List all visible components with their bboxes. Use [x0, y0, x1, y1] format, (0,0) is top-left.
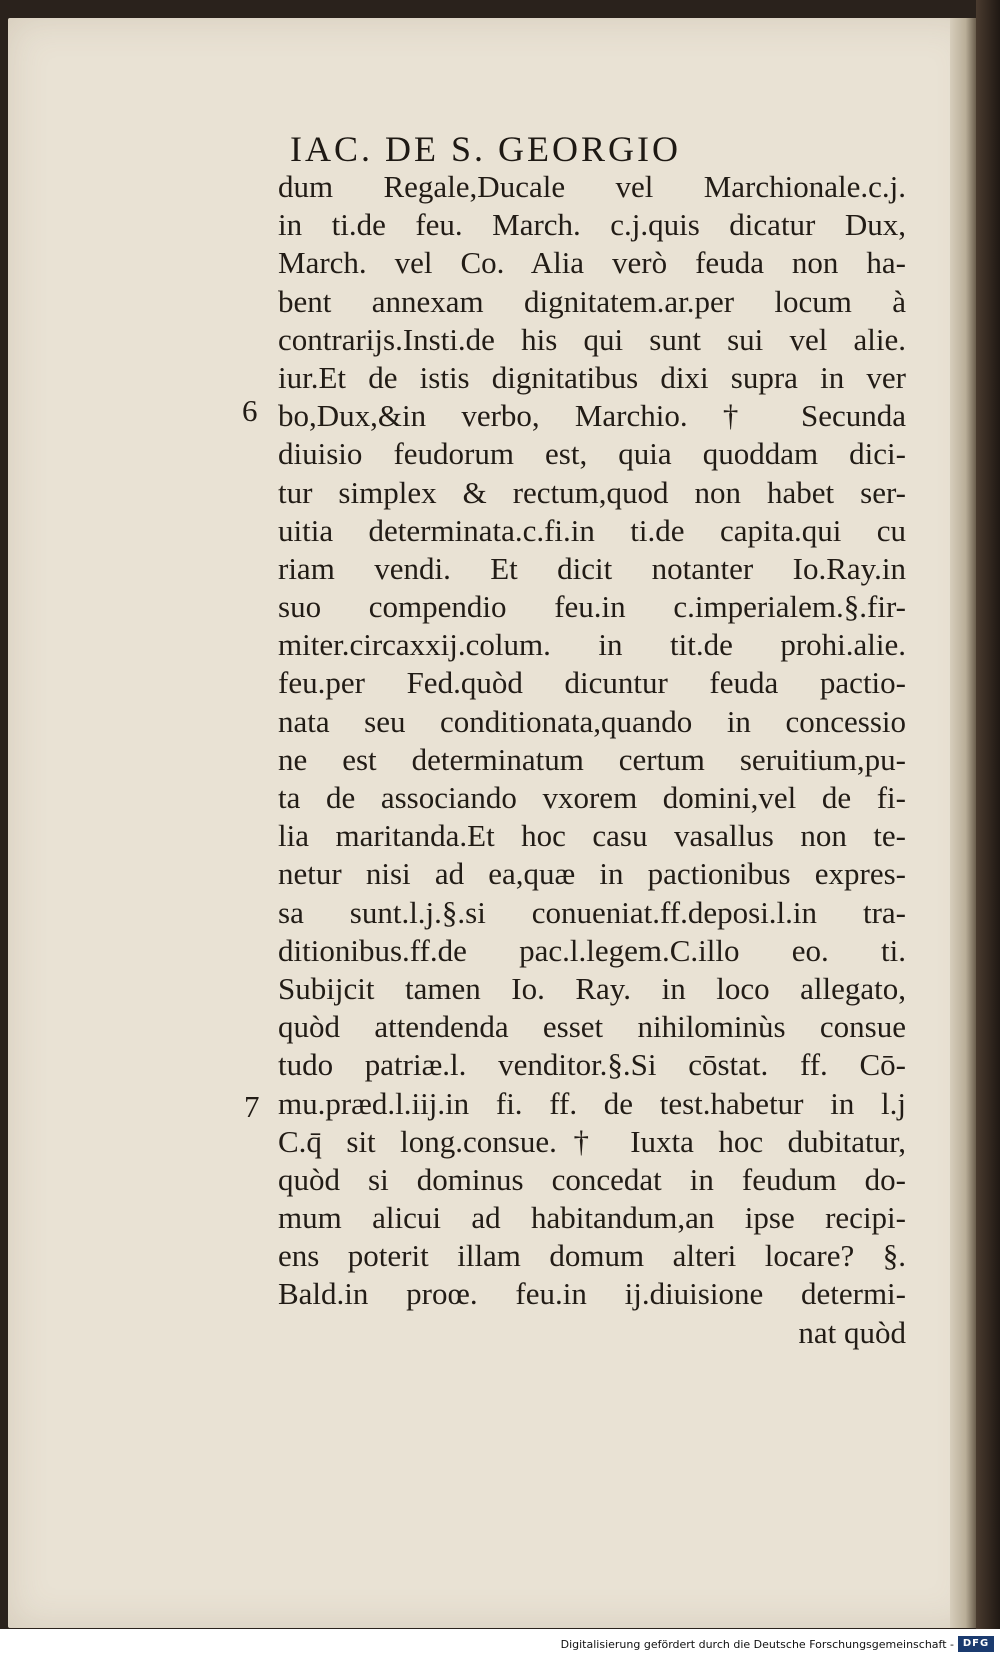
text-line: suo compendio feu.in c.imperialem.§.fir-	[278, 589, 906, 625]
footer-credit: Digitalisierung gefördert durch die Deutsche Forschungsgemeinschaft -	[560, 1638, 954, 1651]
text-line: Bald.in proœ. feu.in ij.diuisione determi-	[278, 1276, 906, 1312]
text-line: in ti.de feu. March. c.j.quis dicatur Dux,	[278, 207, 906, 243]
text-line: sa sunt.l.j.§.si conueniat.ff.deposi.l.in tra-	[278, 894, 906, 930]
text-line: netur nisi ad ea,quæ in pactionibus expres-	[278, 856, 906, 892]
text-line: feu.per Fed.quòd dicuntur feuda pactio-	[278, 665, 906, 701]
text-line: riam vendi. Et dicit notanter Io.Ray.in	[278, 550, 906, 586]
text-line: Subijcit tamen Io. Ray. in loco allegato,	[278, 970, 906, 1006]
text-line: iur.Et de istis dignitatibus dixi supra in ver	[278, 359, 906, 395]
marginal-number-6: 6	[242, 393, 258, 428]
text-line: miter.circaxxij.colum. in tit.de prohi.alie.	[278, 627, 906, 663]
dfg-logo: DFG	[958, 1636, 994, 1652]
text-line: diuisio feudorum est, quia quoddam dici-	[278, 436, 906, 472]
text-line: mu.præd.l.iij.in fi. ff. de test.habetur in l.j	[278, 1085, 906, 1121]
text-line: quòd attendenda esset nihilominùs consue	[278, 1009, 906, 1045]
body-text	[278, 168, 906, 1352]
text-line: ta de associando vxorem domini,vel de fi-	[278, 780, 906, 815]
text-line: C.q̄ sit long.consue.† Iuxta hoc dubitatur,	[278, 1123, 906, 1159]
text-line: ditionibus.ff.de pac.l.legem.C.illo eo. ti.	[278, 932, 906, 968]
text-line: mum alicui ad habitandum,an ipse recipi-	[278, 1200, 906, 1236]
text-line: ens poterit illam domum alteri locare? §.	[278, 1238, 906, 1274]
text-line: quòd si dominus concedat in feudum do-	[278, 1161, 906, 1197]
text-line: contrarijs.Insti.de his qui sunt sui vel alie.	[278, 321, 906, 357]
text-line: March. vel Co. Alia verò feuda non ha-	[278, 245, 906, 281]
marginal-number-7: 7	[244, 1089, 260, 1124]
text-line: tur simplex & rectum,quod non habet ser-	[278, 474, 906, 510]
text-line: nata seu conditionata,quando in concessio	[278, 703, 906, 739]
running-head: IAC. DE S. GEORGIO	[290, 129, 681, 169]
text-line: uitia determinata.c.fi.in ti.de capita.qui cu	[278, 512, 906, 548]
text-line: lia maritanda.Et hoc casu vasallus non te-	[278, 818, 906, 854]
text-line: ne est determinatum certum seruitium,pu-	[278, 741, 906, 777]
footer-bar	[0, 1629, 1000, 1657]
text-line: tudo patriæ.l. venditor.§.Si cōstat. ff. Cō-	[278, 1047, 906, 1083]
binding-shadow	[976, 0, 1000, 1657]
page-edge	[950, 18, 976, 1628]
text-line: bent annexam dignitatem.ar.per locum à	[278, 283, 906, 319]
text-line: nat quòd	[798, 1314, 906, 1350]
text-line: bo,Dux,&in verbo, Marchio. † Secunda	[278, 398, 906, 434]
text-line: dum Regale,Ducale vel Marchionale.c.j.	[278, 169, 906, 204]
